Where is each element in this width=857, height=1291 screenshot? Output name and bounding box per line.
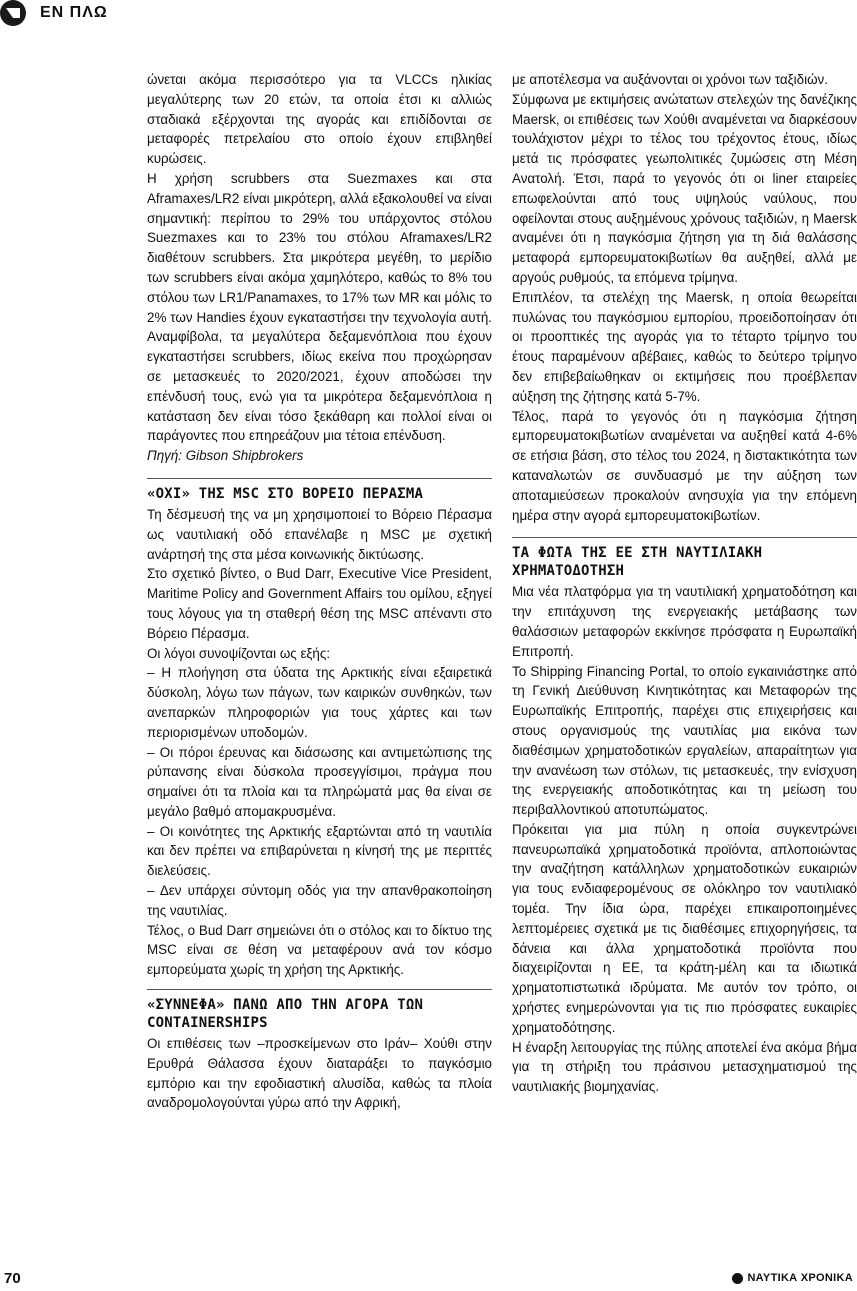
magazine-logo-icon (732, 1273, 743, 1284)
article-divider (512, 537, 857, 538)
article-divider (147, 478, 492, 479)
section-title: ΕΝ ΠΛΩ (40, 4, 108, 21)
magazine-name: ΝΑΥΤΙΚΑ ΧΡΟΝΙΚΑ (747, 1272, 853, 1284)
body-paragraph: Μια νέα πλατφόρμα για τη ναυτιλιακή χρηματοδότηση και την επιτάχυνση της ενεργειακής μετάβασης των θαλάσσιων μεταφορών εκκίνησε πρόσφατα η Ευρωπαϊκή Επιτροπή. (512, 584, 857, 659)
list-item: – Οι πόροι έρευνας και διάσωσης και αντιμετώπισης της ρύπανσης είναι δύσκολα προσεγγίσιμοι, πράγμα που σημαίνει ότι τα πλοία και τα πληρώματά μας θα είναι σε μεγάλο βαθμό απομακρυσμένα. (147, 744, 492, 819)
left-column (147, 70, 492, 1113)
magazine-masthead (732, 1272, 853, 1284)
body-paragraph: Το Shipping Financing Portal, το οποίο εγκαινιάστηκε από τη Γενική Διεύθυνση Κινητικότητας και Μεταφορών της Ευρωπαϊκής Επιτροπής, παρέχει στις επιχειρήσεις και στους οργανισμούς της ναυτιλίας μια εικόνα των διαθέσιμων χρηματοδοτικών εργαλείων, απαραίτητων για την ανανέωση των στόλων, τις μετασκευές, την ενίσχυση της ενεργειακής αποδοτικότητας και τη μείωση του περιβαλλοντικού αποτυπώματος. (512, 663, 857, 818)
body-paragraph: Η χρήση scrubbers στα Suezmaxes και στα Aframaxes/LR2 είναι μικρότερη, αλλά εξακολουθεί να είναι σημαντική: περίπου το 29% του υπάρχοντος στόλου Suezmaxes και το 23% του στόλου Aframaxes/LR2 διαθέτουν scrubbers. Στα μικρότερα μεγέθη, το μερίδιο των scrubbers είναι ακόμα χαμηλότερο, καθώς το 8% του στόλου των LR1/Panamaxes, το 17% των MR και μόλις το 2% των Handies έχουν εγκαταστήσει την τεχνολογία αυτή. Αναμφίβολα, τα μεγαλύτερα δεξαμενόπλοια που έχουν εγκαταστήσει scrubbers, ιδίως εκείνα που προχώρησαν σε μετασκευές το 2020/2021, έχουν αποδώσει την επένδυσή τους, ενώ για τα μικρότερα δεξαμενόπλοια η κατάσταση δεν είναι τόσο ξεκάθαρη και πολλοί είναι οι παράγοντες που επηρεάζουν μια τέτοια επένδυση. (147, 170, 492, 444)
body-paragraph: Πρόκειται για μια πύλη η οποία συγκεντρώνει πανευρωπαϊκά χρηματοδοτικά προϊόντα, απλοποιώντας την αναζήτηση κατάλληλων χρηματοδοτικών ευκαιριών για τους ενδιαφερομένους σε ολόκληρο τον ναυτιλιακό τομέα. Την ίδια ώρα, παρέχει επικαιροποιημένες λεπτομέρειες σχετικά με τις διαθέσιμες επιχορηγήσεις, τα δάνεια και άλλα χρηματοδοτικά προϊόντα που διαχειρίζονται η ΕΕ, τα κράτη-μέλη και τα ιδιωτικά χρηματοπιστωτικά ιδρύματα. Με αυτόν τον τρόπο, οι χρήστες ενημερώνονται για τις πιο πρόσφατες ευκαιρίες χρηματοδότησης. (512, 821, 857, 1035)
body-paragraph: Στο σχετικό βίντεο, ο Bud Darr, Executive Vice President, Maritime Policy and Government Affairs του ομίλου, εξηγεί τους λόγους για τη σταθερή θέση της MSC απέναντι στο Βόρειο Πέρασμα. (147, 566, 492, 641)
article-heading: ΤΑ ΦΩΤΑ ΤΗΣ ΕΕ ΣΤΗ ΝΑΥΤΙΛΙΑΚΗ ΧΡΗΜΑΤΟΔΟΤΗΣΗ (512, 545, 763, 580)
right-column (512, 70, 857, 1097)
page-header (0, 0, 857, 30)
body-paragraph: Τη δέσμευσή της να μη χρησιμοποιεί το Βόρειο Πέρασμα ως ναυτιλιακή οδό επανέλαβε η MSC με σχετική ανάρτησή της στα μέσα κοινωνικής δικτύωσης. (147, 506, 492, 562)
body-paragraph: Οι επιθέσεις των –προσκείμενων στο Ιράν– Χούθι στην Ερυθρά Θάλασσα έχουν διαταράξει το παγκόσμιο εμπόριο και την εφοδιαστική αλυσίδα, καθώς τα πλοία αναδρομολογούνται γύρω από την Αφρική, (147, 1036, 492, 1111)
body-paragraph: Σύμφωνα με εκτιμήσεις ανώτατων στελεχών της δανέζικης Maersk, οι επιθέσεις των Χούθι αναμένεται να διαρκέσουν τουλάχιστον μέχρι το τέλος του τρέχοντος έτους, ιδίως μετά τις πρόσφατες γεωπολιτικές ζυμώσεις στη Μέση Ανατολή. Έτσι, παρά το γεγονός ότι οι liner εταιρείες επωφελούνται από τους υψηλούς ναύλους, που οφείλονται στους αυξημένους χρόνους ταξιδιών, η Maersk αναμένει ότι η παγκόσμια ζήτηση για τη διά θαλάσσης μεταφορά εμπορευματοκιβωτίων θα αυξηθεί, αλλά με αργούς ρυθμούς, τα επόμενα τρίμηνα. (512, 91, 857, 285)
body-paragraph: Τέλος, παρά το γεγονός ότι η παγκόσμια ζήτηση εμπορευματοκιβωτίων αναμένεται να αυξηθεί κατά 4-6% σε ετήσια βάση, στο τέλος του 2024, η διστακτικότητα των καταναλωτών σε συνδυασμό με την αύξηση των αποταμιεύσεων προκαλούν ανησυχία για την επόμενη ημέρα στην αγορά εμπορευματοκιβωτίων. (512, 408, 857, 523)
body-paragraph: Η έναρξη λειτουργίας της πύλης αποτελεί ένα ακόμα βήμα για τη στήριξη του πράσινου μετασχηματισμού της ναυτιλιακής βιομηχανίας. (512, 1039, 857, 1095)
article-heading: «ΣΥΝΝΕΦΑ» ΠΑΝΩ ΑΠΟ ΤΗΝ ΑΓΟΡΑ ΤΩΝ CONTAINERSHIPS (147, 997, 424, 1032)
source-credit: Πηγή: Gibson Shipbrokers (147, 448, 304, 464)
body-paragraph: ώνεται ακόμα περισσότερο για τα VLCCs ηλικίας μεγαλύτερης των 20 ετών, τα οποία έτσι κι αλλιώς σταδιακά εξέρχονται της αγοράς και επιδίδονται σε μεταφορές πετρελαίου στο οποίο έχουν επιβληθεί κυρώσεις. (147, 72, 492, 167)
page-number: 70 (4, 1270, 21, 1287)
section-logo-icon (0, 0, 26, 26)
article-heading: «ΟΧΙ» ΤΗΣ MSC ΣΤΟ ΒΟΡΕΙΟ ΠΕΡΑΣΜΑ (147, 485, 424, 502)
list-item: – Οι κοινότητες της Αρκτικής εξαρτώνται από τη ναυτιλία και δεν πρέπει να επιβαρύνεται η κίνησή της με περιττές διελεύσεις. (147, 823, 492, 879)
list-item: – Η πλοήγηση στα ύδατα της Αρκτικής είναι εξαιρετικά δύσκολη, λόγω των πάγων, των καιρικών συνθηκών, των ανεπαρκών πληροφοριών για τους χάρτες και των περιορισμένων υποδομών. (147, 665, 492, 740)
body-paragraph: Επιπλέον, τα στελέχη της Maersk, η οποία θεωρείται πυλώνας του παγκόσμιου εμπορίου, προειδοποίησαν ότι οι προοπτικές της αγοράς για το τέταρτο τρίμηνο του έτους παραμένουν αβέβαιες, καθώς το δεύτερο τρίμηνο δεν επιβεβαίωθηκαν οι εκτιμήσεις που προέβλεπαν αύξηση της ζήτησης κατά 5-7%. (512, 289, 857, 404)
list-item: – Δεν υπάρχει σύντομη οδός για την απανθρακοποίηση της ναυτιλίας. (147, 883, 492, 918)
body-paragraph: Τέλος, ο Bud Darr σημειώνει ότι ο στόλος και το δίκτυο της MSC είναι σε θέση να μεταφέρουν ανά τον κόσμο εμπορεύματα χωρίς τη χρήση της Αρκτικής. (147, 922, 492, 978)
body-paragraph: Οι λόγοι συνοψίζονται ως εξής: (147, 645, 331, 661)
body-paragraph: με αποτέλεσμα να αυξάνονται οι χρόνοι των ταξιδιών. (512, 72, 828, 87)
article-divider (147, 989, 492, 990)
